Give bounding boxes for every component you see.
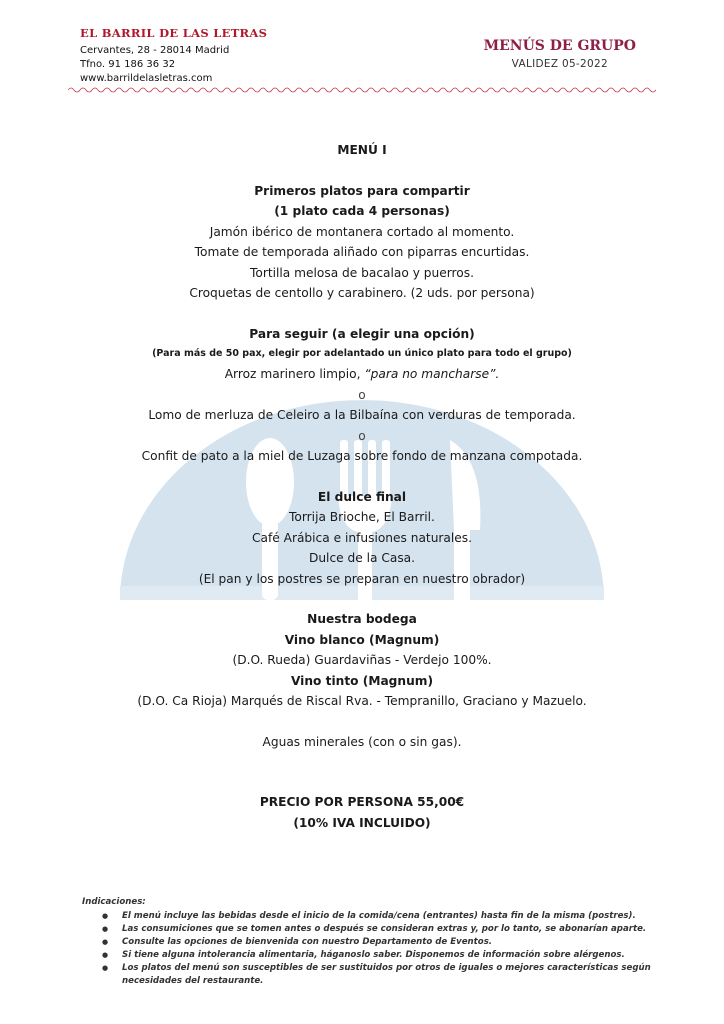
water: Aguas minerales (con o sin gas). (262, 734, 462, 749)
website: www.barrildelasletras.com (80, 73, 213, 84)
dessert-note: (El pan y los postres se preparan en nuestro obrador) (198, 571, 526, 586)
list-item: ● El menú incluye las bebidas desde el inicio de la comida/cena (entrantes) hasta fin de la misma (postres). (82, 910, 662, 923)
dessert-item: Dulce de la Casa. (308, 551, 416, 565)
mains-heading: Para seguir (a elegir una opción) (249, 326, 475, 341)
indications-title: Indicaciones: (82, 897, 146, 907)
address: Cervantes, 28 - 28014 Madrid (80, 45, 230, 56)
starter-item: Tortilla melosa de bacalao y puerros. (250, 265, 474, 280)
starters-heading: Primeros platos para compartir (254, 183, 470, 198)
main-option-1: Arroz marinero limpio, “para no mancharse”. (224, 367, 500, 381)
document-title: MENÚS DE GRUPO (483, 38, 636, 54)
main-option-3: Confit de pato a la miel de Luzaga sobre fondo de manzana compotada. (141, 449, 583, 463)
phone: Tfno. 91 186 36 32 (80, 59, 176, 70)
decorative-divider (68, 86, 656, 94)
list-item: ● Los platos del menú son susceptibles de ser sustituidos por otros de iguales o mejores características según necesidades del restaurante. (82, 962, 662, 988)
list-item: ● Las consumiciones que se tomen antes o después se consideran extras y, por lo tanto, se abonarían aparte. (82, 923, 662, 936)
mains-note: (Para más de 50 pax, elegir por adelantado un único plato para todo el grupo) (152, 348, 572, 359)
dessert-item: Café Arábica e infusiones naturales. (251, 530, 473, 545)
or-separator: o (358, 428, 366, 443)
dessert-item: Torrija Brioche, El Barril. (289, 510, 435, 524)
starter-item: Tomate de temporada aliñado con piparras encurtidas. (194, 245, 530, 259)
dessert-heading: El dulce final (317, 489, 407, 504)
starters-subheading: (1 plato cada 4 personas) (274, 204, 450, 218)
red-wine: (D.O. Ca Rioja) Marqués de Riscal Rva. - Tempranillo, Graciano y Mazuelo. (137, 694, 587, 708)
indications-list (82, 910, 662, 988)
validity: VALIDEZ 05-2022 (511, 58, 608, 70)
white-wine-heading: Vino blanco (Magnum) (284, 632, 440, 647)
indications (82, 896, 662, 988)
starter-item: Jamón ibérico de montanera cortado al momento. (209, 224, 515, 239)
starter-item: Croquetas de centollo y carabinero. (2 uds. por persona) (189, 286, 535, 300)
red-wine-heading: Vino tinto (Magnum) (290, 673, 434, 688)
or-separator: o (358, 387, 366, 402)
list-item: ● Consulte las opciones de bienvenida con nuestro Departamento de Eventos. (82, 936, 662, 949)
main-option-2: Lomo de merluza de Celeiro a la Bilbaína con verduras de temporada. (148, 408, 576, 422)
menu-content (60, 140, 664, 833)
price-per-person: PRECIO POR PERSONA 55,00€ (259, 795, 465, 809)
vat-included: (10% IVA INCLUIDO) (293, 815, 431, 830)
menu-title: MENÚ I (337, 143, 387, 157)
wine-heading: Nuestra bodega (307, 612, 417, 626)
restaurant-header (80, 26, 267, 86)
document-header (484, 38, 636, 70)
white-wine: (D.O. Rueda) Guardaviñas - Verdejo 100%. (232, 653, 492, 667)
restaurant-name: EL BARRIL DE LAS LETRAS (80, 26, 268, 40)
list-item: ● Si tiene alguna intolerancia alimentaria, háganoslo saber. Disponemos de información sobre alérgenos. (82, 949, 662, 962)
